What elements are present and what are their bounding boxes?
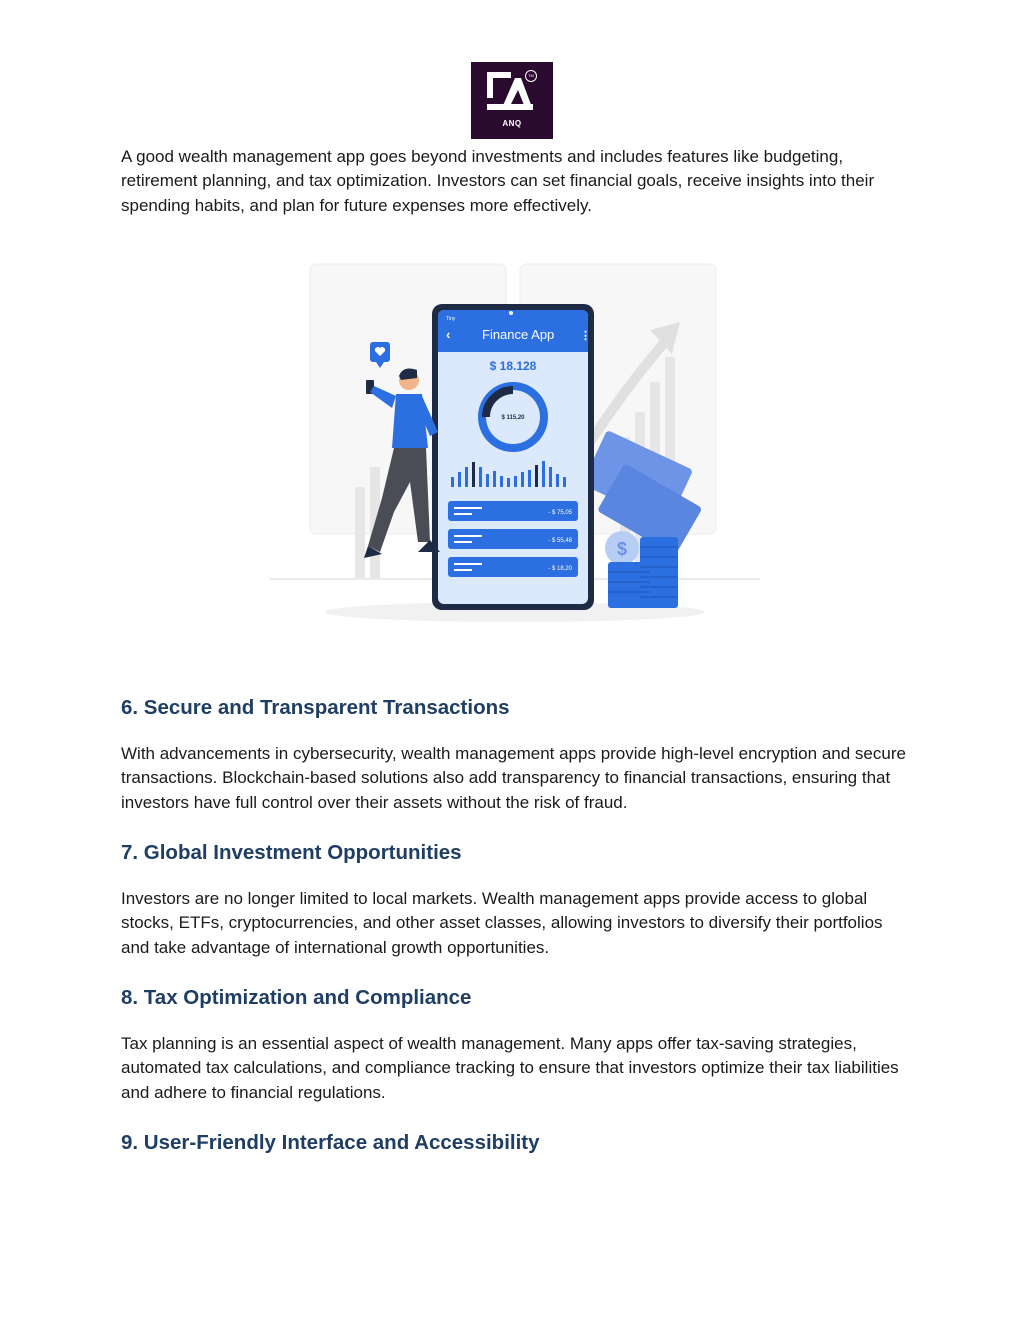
intro-paragraph: A good wealth management app goes beyond investments and includes features like budgeting, retirement planning, and tax optimization. Investors can set financial goals, receive insights into their spending habits, and plan for future expenses more effectively. [121, 147, 875, 215]
donut-value: $ 115,20 [501, 415, 525, 421]
svg-text:⋮: ⋮ [580, 330, 591, 342]
svg-text:‹: ‹ [446, 327, 451, 342]
section-body: Tax planning is an essential aspect of wealth management. Many apps offer tax-saving strategies, automated tax calculations, and compliance tracking to ensure that investors optimize their tax liabilities and adhere to financial regulations. [121, 1034, 899, 1102]
finance-app-illustration [270, 262, 760, 627]
app-title: Finance App [482, 327, 555, 342]
company-logo [471, 62, 553, 139]
section-heading: 9. User-Friendly Interface and Accessibility [121, 1131, 540, 1154]
trademark-mark: TM [525, 70, 537, 82]
logo-text: ANQ [502, 119, 522, 128]
section-heading: 7. Global Investment Opportunities [121, 841, 462, 864]
section-body: Investors are no longer limited to local markets. Wealth management apps provide access to global stocks, ETFs, cryptocurrencies, and other asset classes, allowing investors to diversify their portfolios and take advantage of international growth opportunities. [121, 889, 883, 957]
section-body: With advancements in cybersecurity, wealth management apps provide high-level encryption and secure transactions. Blockchain-based solutions also add transparency to financial transactions, ensuring that investors have full control over their assets without the risk of fraud. [121, 744, 906, 812]
svg-text:$: $ [616, 539, 628, 559]
transaction-amount: - $ 18,20 [548, 566, 572, 572]
section-heading: 6. Secure and Transparent Transactions [121, 696, 510, 719]
section-heading: 8. Tax Optimization and Compliance [121, 986, 472, 1009]
svg-text:Tiny: Tiny [446, 316, 456, 322]
balance-value: $ 18.128 [489, 359, 537, 373]
transaction-amount: - $ 75,05 [548, 510, 572, 516]
transaction-amount: - $ 55,48 [548, 538, 572, 544]
